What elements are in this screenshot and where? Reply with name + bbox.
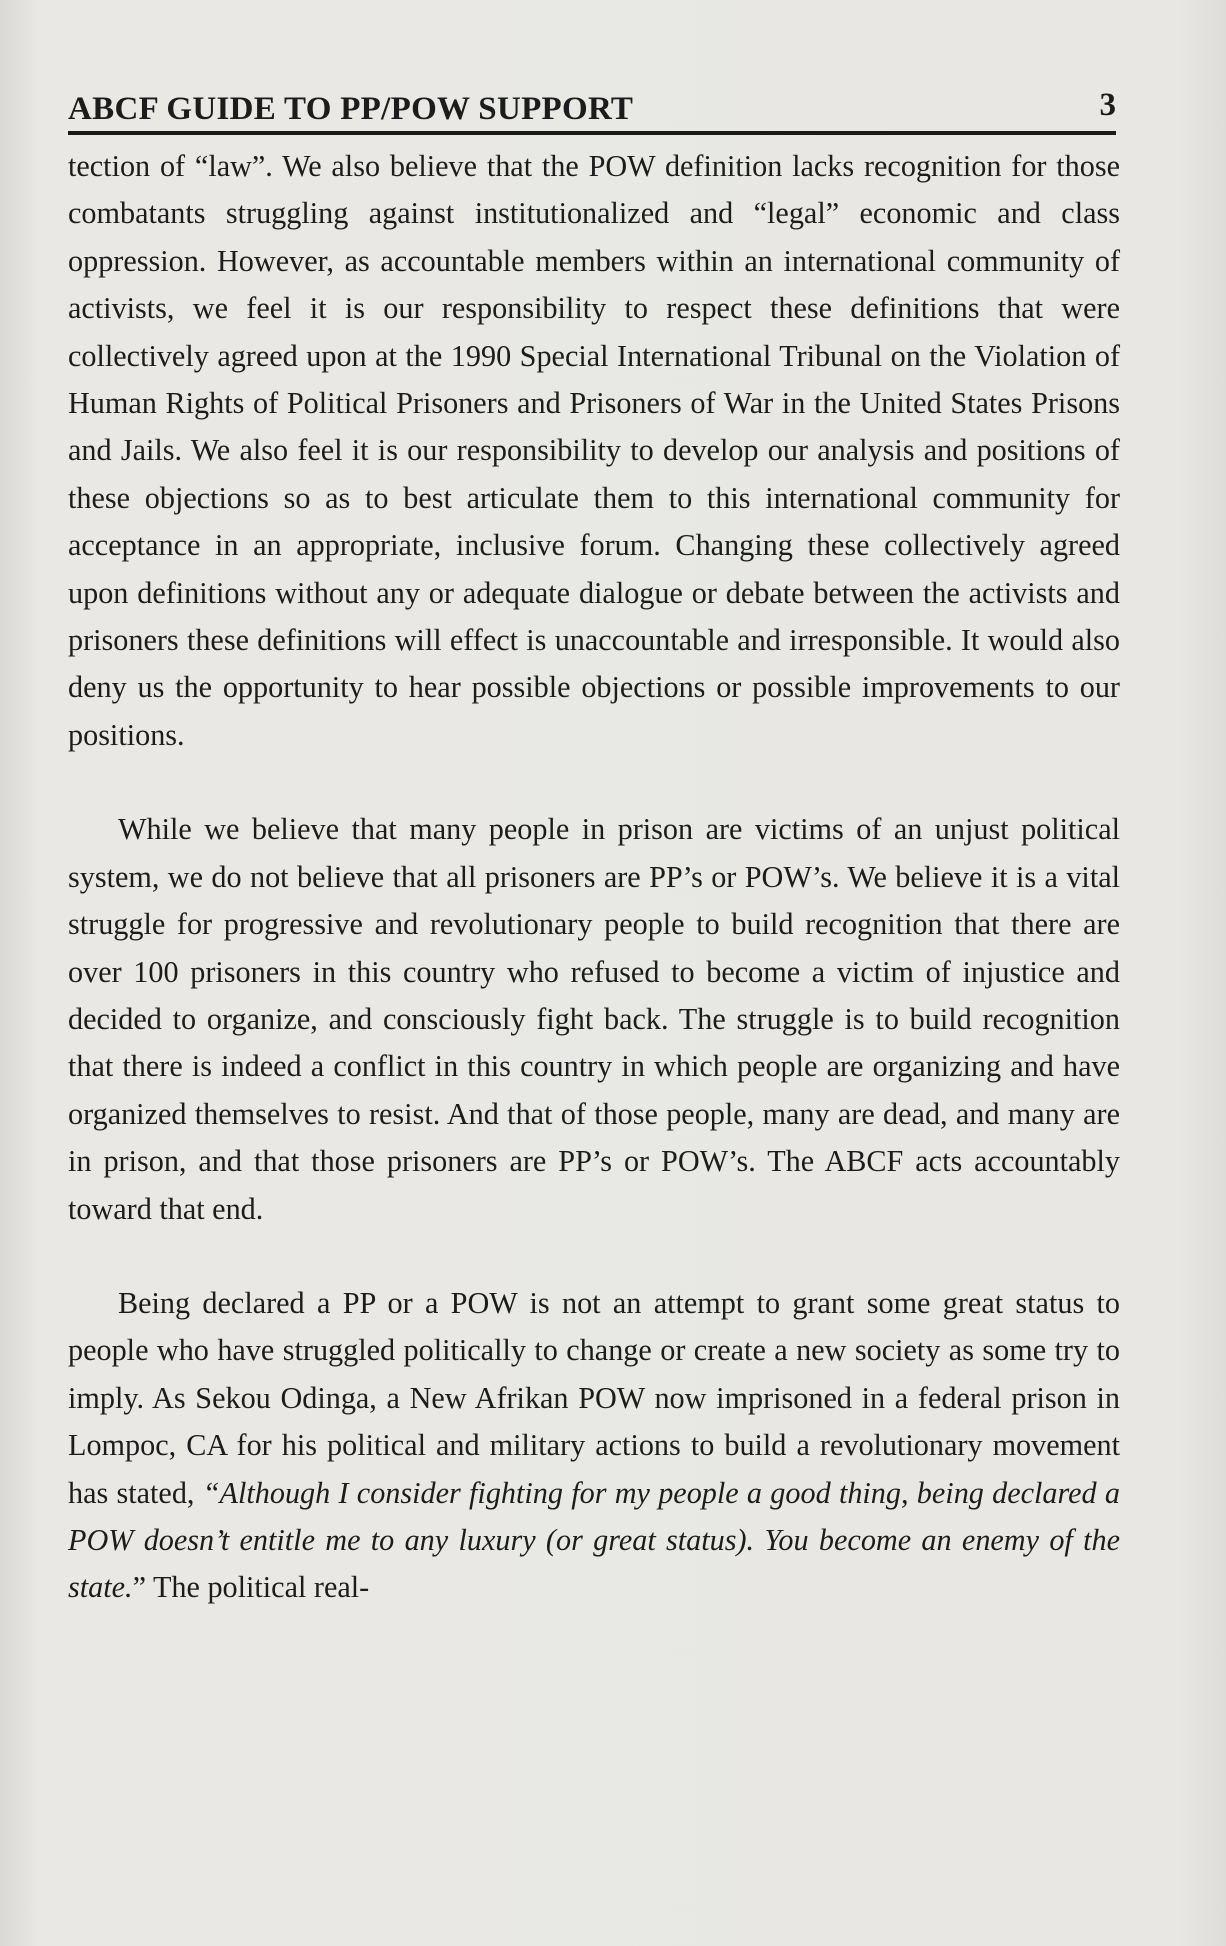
paragraph-3-tail: ” The political real- xyxy=(132,1570,370,1605)
paragraph-3-lead: Being declared a PP or a POW is not an attempt to grant some great status to people who have struggled politically to change or create a new society as some try to imply. As Sekou Odinga, a New Afrikan POW now imprisoned in a federal prison in Lompoc, CA for his political and military actions to build a revolutionary movement has stated, xyxy=(68,1285,1120,1510)
header-rule xyxy=(68,131,1116,135)
body-text xyxy=(68,143,1120,1612)
paragraph-1: tection of “law”. We also believe that the POW definition lacks recognition for those combatants struggling against institutionalized and “legal” economic and class oppression. However, as accountable members within an international community of activists, we feel it is our responsibility to respect these definitions that were collectively agreed upon at the 1990 Special International Tribunal on the Violation of Human Rights of Political Prisoners and Prisoners of War in the United States Prisons and Jails. We also feel it is our responsibility to develop our analysis and positions of these objections so as to best articulate them to this international community for acceptance in an appropriate, inclusive forum. Changing these collectively agreed upon definitions without any or adequate dialogue or debate between the activists and prisoners these definitions will effect is unaccountable and irresponsible. It would also deny us the opportunity to hear possible objections or possible improvements to our positions. xyxy=(68,149,1120,752)
running-title: ABCF GUIDE TO PP/POW SUPPORT xyxy=(68,91,634,127)
paragraph-2: While we believe that many people in prison are victims of an unjust political system, we do not believe that all prisoners are PP’s or POW’s. We believe it is a vital struggle for progressive and revolutionary people to build recognition that there are over 100 prisoners in this country who refused to become a victim of injustice and decided to organize, and consciously fight back. The struggle is to build recognition that there is indeed a conflict in this country in which people are organizing and have organized themselves to resist. And that of those people, many are dead, and many are in prison, and that those prisoners are PP’s or POW’s. The ABCF acts accountably toward that end. xyxy=(68,812,1120,1226)
paragraph-gap xyxy=(68,1233,1120,1280)
page-number: 3 xyxy=(1099,87,1116,123)
sekou-odinga-quote: “Although I consider fighting for my people a good thing, being declared a POW doesn’t entitle me to any luxury (or great status). You become an enemy of the state. xyxy=(68,1475,1121,1605)
paragraph-gap xyxy=(68,759,1120,806)
paragraph-3 xyxy=(68,1280,1120,1612)
page-header xyxy=(68,86,1116,132)
